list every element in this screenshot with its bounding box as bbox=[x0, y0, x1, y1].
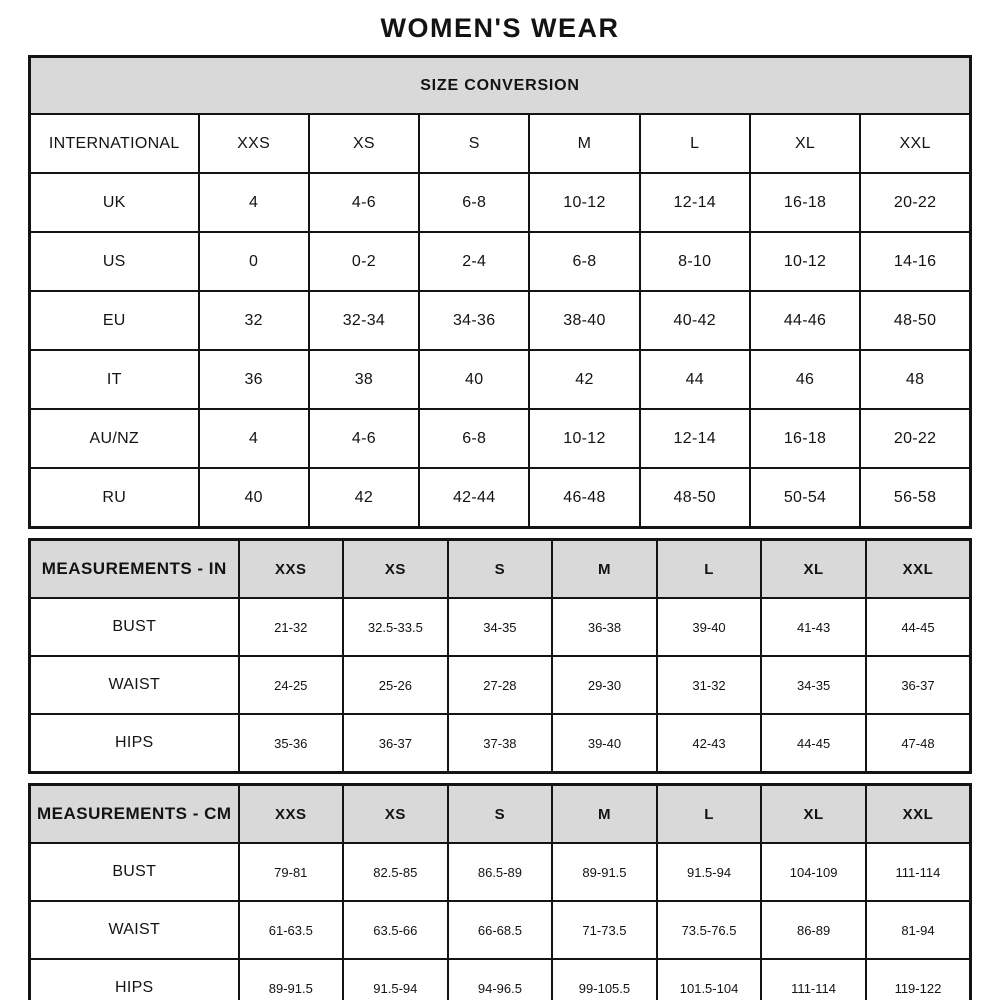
measurements-cm-title: MEASUREMENTS - CM bbox=[30, 785, 239, 844]
row-label-bust: BUST bbox=[30, 598, 239, 656]
row-label-bust: BUST bbox=[30, 843, 239, 901]
cell-us-xxl: 14-16 bbox=[860, 232, 970, 291]
row-label-waist: WAIST bbox=[30, 901, 239, 959]
size-column-m: M bbox=[552, 785, 657, 844]
cell-hips-m: 99-105.5 bbox=[552, 959, 657, 1000]
cell-waist-xxs: 61-63.5 bbox=[239, 901, 344, 959]
table-row-ru bbox=[30, 468, 971, 528]
cell-eu-xxl: 48-50 bbox=[860, 291, 970, 350]
cell-bust-xxl: 111-114 bbox=[866, 843, 971, 901]
cell-hips-l: 101.5-104 bbox=[657, 959, 762, 1000]
cell-ru-xs: 42 bbox=[309, 468, 419, 528]
cell-waist-s: 27-28 bbox=[448, 656, 553, 714]
cell-uk-xs: 4-6 bbox=[309, 173, 419, 232]
cell-us-l: 8-10 bbox=[640, 232, 750, 291]
cell-hips-xxl: 47-48 bbox=[866, 714, 971, 773]
size-column-xl: XL bbox=[761, 785, 866, 844]
cell-bust-xxs: 21-32 bbox=[239, 598, 344, 656]
cell-uk-m: 10-12 bbox=[529, 173, 639, 232]
cell-hips-xl: 44-45 bbox=[761, 714, 866, 773]
cell-hips-xxs: 89-91.5 bbox=[239, 959, 344, 1000]
measurements-in-header-row bbox=[30, 540, 971, 599]
size-column-l: L bbox=[657, 540, 762, 599]
size-conversion-title-row bbox=[30, 57, 971, 115]
cell-bust-l: 91.5-94 bbox=[657, 843, 762, 901]
cell-uk-xxs: 4 bbox=[199, 173, 309, 232]
cell-au-nz-xxl: 20-22 bbox=[860, 409, 970, 468]
cell-bust-xs: 82.5-85 bbox=[343, 843, 448, 901]
cell-au-nz-s: 6-8 bbox=[419, 409, 529, 468]
cell-it-xl: 46 bbox=[750, 350, 860, 409]
cell-uk-xl: 16-18 bbox=[750, 173, 860, 232]
cell-waist-m: 29-30 bbox=[552, 656, 657, 714]
table-row-us bbox=[30, 232, 971, 291]
cell-eu-l: 40-42 bbox=[640, 291, 750, 350]
cell-waist-s: 66-68.5 bbox=[448, 901, 553, 959]
cell-hips-xl: 111-114 bbox=[761, 959, 866, 1000]
size-column-s: S bbox=[419, 114, 529, 173]
size-conversion-table bbox=[28, 55, 972, 529]
cell-hips-xs: 91.5-94 bbox=[343, 959, 448, 1000]
cell-hips-xxl: 119-122 bbox=[866, 959, 971, 1000]
row-label-waist: WAIST bbox=[30, 656, 239, 714]
cell-eu-xl: 44-46 bbox=[750, 291, 860, 350]
cell-ru-xl: 50-54 bbox=[750, 468, 860, 528]
cell-bust-xl: 41-43 bbox=[761, 598, 866, 656]
size-column-xxl: XXL bbox=[866, 785, 971, 844]
cell-au-nz-l: 12-14 bbox=[640, 409, 750, 468]
cell-bust-m: 36-38 bbox=[552, 598, 657, 656]
table-row-hips bbox=[30, 714, 971, 773]
cell-us-xxs: 0 bbox=[199, 232, 309, 291]
cell-bust-xl: 104-109 bbox=[761, 843, 866, 901]
row-label-hips: HIPS bbox=[30, 714, 239, 773]
table-row-au-nz bbox=[30, 409, 971, 468]
table-row-waist bbox=[30, 901, 971, 959]
row-label-eu: EU bbox=[30, 291, 199, 350]
cell-waist-l: 31-32 bbox=[657, 656, 762, 714]
row-header-international: INTERNATIONAL bbox=[30, 114, 199, 173]
cell-ru-xxl: 56-58 bbox=[860, 468, 970, 528]
table-row-hips bbox=[30, 959, 971, 1000]
cell-hips-m: 39-40 bbox=[552, 714, 657, 773]
size-column-s: S bbox=[448, 785, 553, 844]
cell-eu-m: 38-40 bbox=[529, 291, 639, 350]
page-title: WOMEN'S WEAR bbox=[380, 13, 620, 43]
cell-it-xs: 38 bbox=[309, 350, 419, 409]
cell-waist-xxl: 81-94 bbox=[866, 901, 971, 959]
cell-bust-s: 86.5-89 bbox=[448, 843, 553, 901]
size-column-l: L bbox=[657, 785, 762, 844]
cell-bust-s: 34-35 bbox=[448, 598, 553, 656]
measurements-in-title: MEASUREMENTS - IN bbox=[30, 540, 239, 599]
table-row-uk bbox=[30, 173, 971, 232]
cell-au-nz-m: 10-12 bbox=[529, 409, 639, 468]
size-column-l: L bbox=[640, 114, 750, 173]
cell-ru-xxs: 40 bbox=[199, 468, 309, 528]
row-label-au-nz: AU/NZ bbox=[30, 409, 199, 468]
cell-ru-s: 42-44 bbox=[419, 468, 529, 528]
cell-us-xl: 10-12 bbox=[750, 232, 860, 291]
size-columns-row bbox=[30, 114, 971, 173]
cell-bust-xxl: 44-45 bbox=[866, 598, 971, 656]
cell-waist-l: 73.5-76.5 bbox=[657, 901, 762, 959]
row-label-us: US bbox=[30, 232, 199, 291]
cell-hips-s: 37-38 bbox=[448, 714, 553, 773]
cell-uk-l: 12-14 bbox=[640, 173, 750, 232]
row-label-hips: HIPS bbox=[30, 959, 239, 1000]
cell-it-m: 42 bbox=[529, 350, 639, 409]
cell-waist-xs: 63.5-66 bbox=[343, 901, 448, 959]
size-column-m: M bbox=[529, 114, 639, 173]
cell-us-s: 2-4 bbox=[419, 232, 529, 291]
table-row-bust bbox=[30, 598, 971, 656]
cell-eu-xxs: 32 bbox=[199, 291, 309, 350]
cell-hips-xs: 36-37 bbox=[343, 714, 448, 773]
size-column-xxs: XXS bbox=[239, 540, 344, 599]
cell-uk-xxl: 20-22 bbox=[860, 173, 970, 232]
cell-waist-xs: 25-26 bbox=[343, 656, 448, 714]
size-column-m: M bbox=[552, 540, 657, 599]
measurements-cm-header-row bbox=[30, 785, 971, 844]
cell-it-s: 40 bbox=[419, 350, 529, 409]
cell-it-l: 44 bbox=[640, 350, 750, 409]
cell-hips-l: 42-43 bbox=[657, 714, 762, 773]
cell-waist-xxs: 24-25 bbox=[239, 656, 344, 714]
size-column-xxl: XXL bbox=[866, 540, 971, 599]
cell-hips-s: 94-96.5 bbox=[448, 959, 553, 1000]
cell-au-nz-xxs: 4 bbox=[199, 409, 309, 468]
cell-bust-m: 89-91.5 bbox=[552, 843, 657, 901]
cell-waist-xl: 34-35 bbox=[761, 656, 866, 714]
measurements-cm-table bbox=[28, 783, 972, 1000]
cell-eu-s: 34-36 bbox=[419, 291, 529, 350]
cell-it-xxl: 48 bbox=[860, 350, 970, 409]
size-column-xxl: XXL bbox=[860, 114, 970, 173]
size-column-xxs: XXS bbox=[239, 785, 344, 844]
row-label-ru: RU bbox=[30, 468, 199, 528]
size-conversion-title: SIZE CONVERSION bbox=[30, 57, 971, 115]
size-column-xs: XS bbox=[343, 785, 448, 844]
cell-au-nz-xl: 16-18 bbox=[750, 409, 860, 468]
size-column-xs: XS bbox=[309, 114, 419, 173]
cell-ru-m: 46-48 bbox=[529, 468, 639, 528]
size-column-xxs: XXS bbox=[199, 114, 309, 173]
cell-bust-l: 39-40 bbox=[657, 598, 762, 656]
row-label-uk: UK bbox=[30, 173, 199, 232]
cell-bust-xxs: 79-81 bbox=[239, 843, 344, 901]
cell-ru-l: 48-50 bbox=[640, 468, 750, 528]
cell-us-xs: 0-2 bbox=[309, 232, 419, 291]
cell-waist-xl: 86-89 bbox=[761, 901, 866, 959]
cell-waist-xxl: 36-37 bbox=[866, 656, 971, 714]
cell-waist-m: 71-73.5 bbox=[552, 901, 657, 959]
table-row-it bbox=[30, 350, 971, 409]
cell-au-nz-xs: 4-6 bbox=[309, 409, 419, 468]
cell-bust-xs: 32.5-33.5 bbox=[343, 598, 448, 656]
size-column-xl: XL bbox=[761, 540, 866, 599]
table-row-bust bbox=[30, 843, 971, 901]
size-column-xl: XL bbox=[750, 114, 860, 173]
size-column-s: S bbox=[448, 540, 553, 599]
table-row-waist bbox=[30, 656, 971, 714]
cell-eu-xs: 32-34 bbox=[309, 291, 419, 350]
cell-uk-s: 6-8 bbox=[419, 173, 529, 232]
table-row-eu bbox=[30, 291, 971, 350]
cell-us-m: 6-8 bbox=[529, 232, 639, 291]
size-column-xs: XS bbox=[343, 540, 448, 599]
row-label-it: IT bbox=[30, 350, 199, 409]
cell-hips-xxs: 35-36 bbox=[239, 714, 344, 773]
measurements-in-table bbox=[28, 538, 972, 774]
cell-it-xxs: 36 bbox=[199, 350, 309, 409]
